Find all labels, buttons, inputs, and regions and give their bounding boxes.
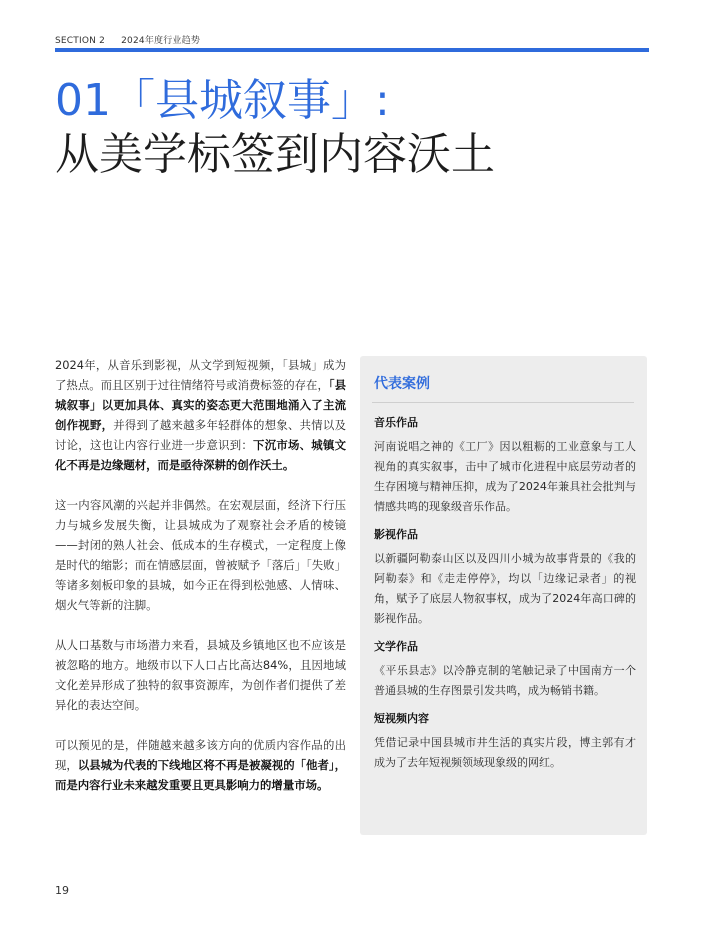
sidebar-body [374,413,636,781]
sidebar-divider [372,402,634,403]
paragraph-1-bold-a: 「县城叙事」以更加具体、真实的姿态更大范围地涌入了主流创作视野， [55,378,346,432]
paragraph-4-bold-b: 以县城为代表的下线地区将不再是被凝视的「他者」，而是内容行业未来越发重要且更具影响力的增量市场。 [55,758,346,792]
sidebar-title: 代表案例 [374,376,430,392]
section-label: SECTION 2 [55,36,106,46]
case-heading-music: 音乐作品 [374,416,418,429]
page-number: 19 [55,884,69,897]
header-rule [55,48,649,52]
case-text-short-video: 凭借记录中国县城市井生活的真实片段，博主郭有才成为了去年短视频领域现象级的网红。 [374,736,636,769]
case-heading-short-video: 短视频内容 [374,712,429,725]
main-column [55,355,346,815]
case-sidebar [360,356,647,835]
paragraph-2: 这一内容风潮的兴起并非偶然。在宏观层面，经济下行压力与城乡发展失衡，让县城成为了观察社会矛盾的棱镜——封闭的熟人社会、低成本的生存模式，一定程度上像是时代的缩影；而在情感层面，曾被赋予「落后」「失败」等诸多刻板印象的县城，如今正在得到松弛感、人情味、烟火气等新的注脚。 [55,498,346,612]
header-subtitle: 2024年度行业趋势 [121,36,201,46]
paragraph-1-text-c: 并得到了越来越多年轻群体的想象、共情以及讨论，这也让内容行业进一步意识到： [55,418,346,452]
case-text-film: 以新疆阿勒泰山区以及四川小城为故事背景的《我的阿勒泰》和《走走停停》，均以「边缘记录者」的视角，赋予了底层人物叙事权，成为了2024年高口碑的影视作品。 [374,552,636,625]
paragraph-4-text-a: 可以预见的是，伴随越来越多该方向的优质内容作品的出现， [55,738,346,772]
case-text-music: 河南说唱之神的《工厂》因以粗粝的工业意象与工人视角的真实叙事，击中了城市化进程中底层劳动者的生存困境与精神压抑，成为了2024年兼具社会批判与情感共鸣的现象级音乐作品。 [374,440,636,513]
case-heading-literature: 文学作品 [374,640,418,653]
case-text-literature: 《平乐县志》以冷静克制的笔触记录了中国南方一个普通县城的生存图景引发共鸣，成为畅销书籍。 [374,664,636,697]
paragraph-1-bold-d: 下沉市场、城镇文化不再是边缘题材，而是亟待深耕的创作沃土。 [55,438,346,472]
chapter-title: 01「县城叙事」: [55,75,390,126]
paragraph-1-text-a: 2024年，从音乐到影视，从文学到短视频，「县城」成为了热点。而且区别于过往情绪符号或消费标签的存在， [55,358,346,392]
paragraph-4 [55,735,346,795]
page-header [55,33,213,46]
chapter-subtitle: 从美学标签到内容沃土 [55,129,495,180]
paragraph-1 [55,355,346,475]
paragraph-3: 从人口基数与市场潜力来看，县城及乡镇地区也不应该是被忽略的地方。地级市以下人口占比高达84%，且因地域文化差异形成了独特的叙事资源库，为创作者们提供了差异化的表达空间。 [55,638,346,712]
case-heading-film: 影视作品 [374,528,418,541]
